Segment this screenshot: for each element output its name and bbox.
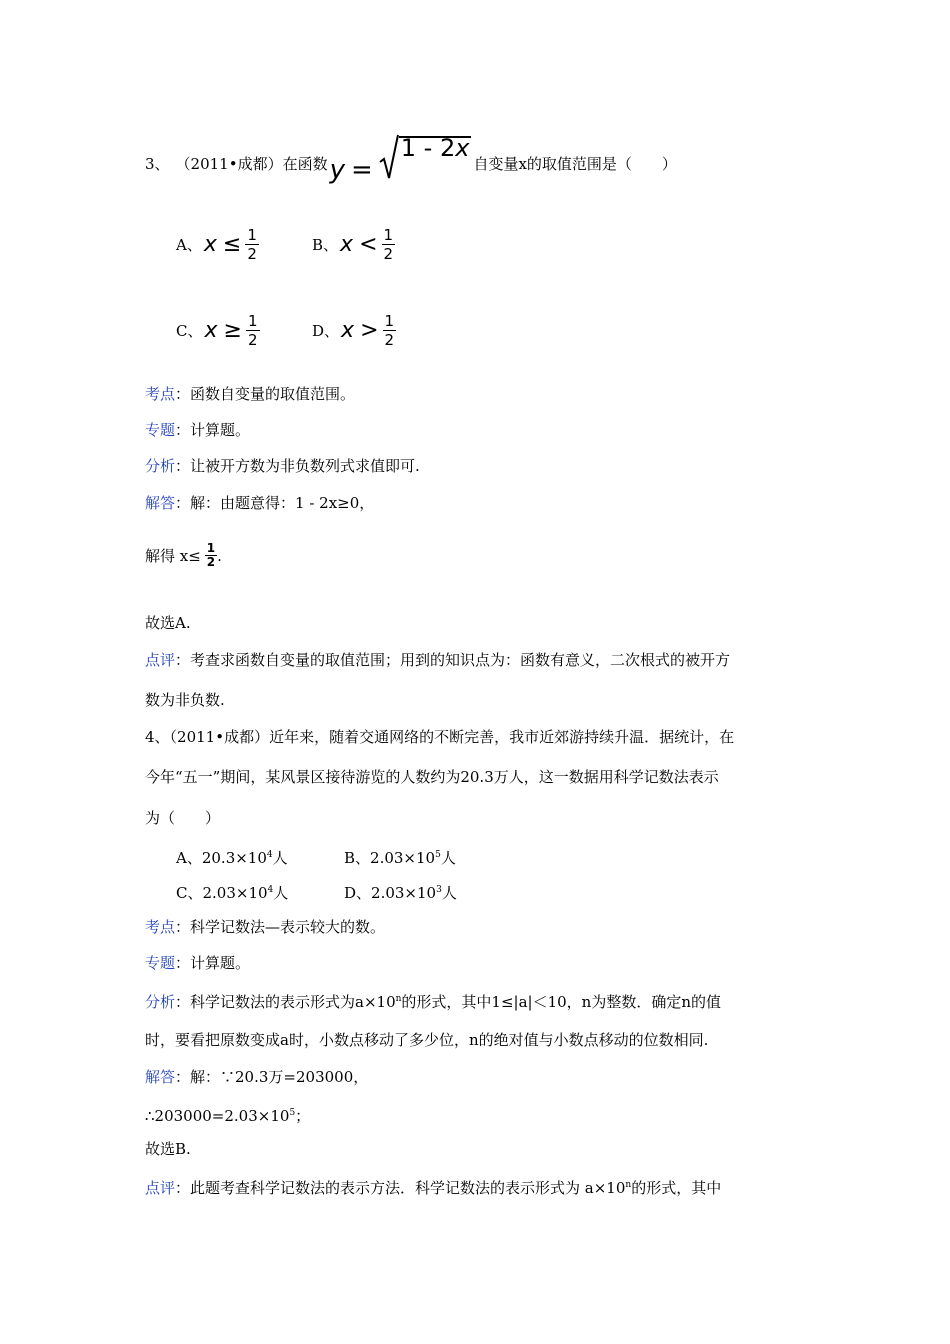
q4-fenxi-cont: 时，要看把原数变成a时，小数点移动了多少位，n的绝对值与小数点移动的位数相同. [145, 1031, 709, 1049]
fraction: $\frac{1}{2}$ [383, 226, 394, 263]
q4-stem-line1: 4、（2011•成都）近年来，随着交通网络的不断完善，我市近郊游持续升温．据统计，在 [145, 728, 735, 746]
fraction: $\frac{1}{2}$ [206, 541, 216, 569]
q3-option-b: B、 x < $\frac{1}{2}$ [312, 226, 394, 263]
sqrt-radical [379, 134, 472, 180]
q4-zhuanti: 专题：计算题。 [145, 954, 251, 972]
q4-stem-line3: 为（ ） [145, 809, 221, 827]
q3-kaodian: 考点：函数自变量的取值范围。 [145, 385, 356, 403]
fraction: $\frac{1}{2}$ [247, 312, 258, 349]
q3-dianping-cont: 数为非负数. [145, 691, 225, 709]
formula-eq: = [350, 155, 373, 185]
q4-jieda: 解答：解：∵20.3万=203000， [145, 1068, 369, 1086]
q4-fenxi: 分析：科学记数法的表示形式为$a\times 10^n$的形式，其中1≤|a|＜10，n为整数．确定n的值 [145, 993, 721, 1011]
q4-step2: $\therefore 203000=2.03\times 10^5$； [145, 1107, 311, 1125]
fraction: $\frac{1}{2}$ [247, 226, 257, 263]
q3-stem-pre: 在函数 [282, 155, 328, 173]
q4-option-d: D、$2.03\times 10^3$人 [344, 884, 457, 902]
q3-option-a: A、 x ≤ $\frac{1}{2}$ [176, 226, 257, 263]
q3-dianping: 点评：考查求函数自变量的取值范围；用到的知识点为：函数有意义，二次根式的被开方 [145, 651, 731, 669]
radicand: 1 - 2x [399, 136, 472, 180]
q4-option-a: A、$20.3\times 10^4$人 [176, 849, 288, 867]
q4-dianping: 点评：此题考查科学记数法的表示方法．科学记数法的表示形式为 $a\times 10^n$的形式，其中 [145, 1179, 722, 1197]
q3-stem [145, 134, 677, 185]
sqrt-sign-icon [379, 134, 399, 180]
q4-stem-line2: 今年“五一”期间，某风景区接待游览的人数约为20.3万人，这一数据用科学记数法表示 [145, 768, 719, 786]
q3-solve: 解得 x≤ $\frac{1}{2}$ . [145, 541, 222, 569]
q3-zhuanti: 专题：计算题。 [145, 421, 251, 439]
fraction: $\frac{1}{2}$ [384, 312, 395, 349]
q3-choose: 故选A. [145, 614, 191, 632]
q3-source: （2011•成都） [175, 155, 283, 173]
q3-number: 3、 [145, 155, 170, 173]
q4-kaodian: 考点：科学记数法—表示较大的数。 [145, 918, 386, 936]
q3-fenxi: 分析：让被开方数为非负数列式求值即可. [145, 457, 420, 475]
q3-option-c: C、 x ≥ $\frac{1}{2}$ [176, 312, 258, 349]
q3-formula [329, 134, 472, 185]
q3-stem-post: 自变量x的取值范围是（ ） [473, 155, 677, 173]
q4-option-b: B、$2.03\times 10^5$人 [344, 849, 456, 867]
q4-choose: 故选B. [145, 1140, 191, 1158]
q4-option-c: C、$2.03\times 10^4$人 [176, 884, 289, 902]
q3-jieda: 解答：解：由题意得：1 - 2x≥0， [145, 494, 375, 512]
q3-option-d: D、 x > $\frac{1}{2}$ [312, 312, 395, 349]
formula-y: y [329, 155, 345, 185]
